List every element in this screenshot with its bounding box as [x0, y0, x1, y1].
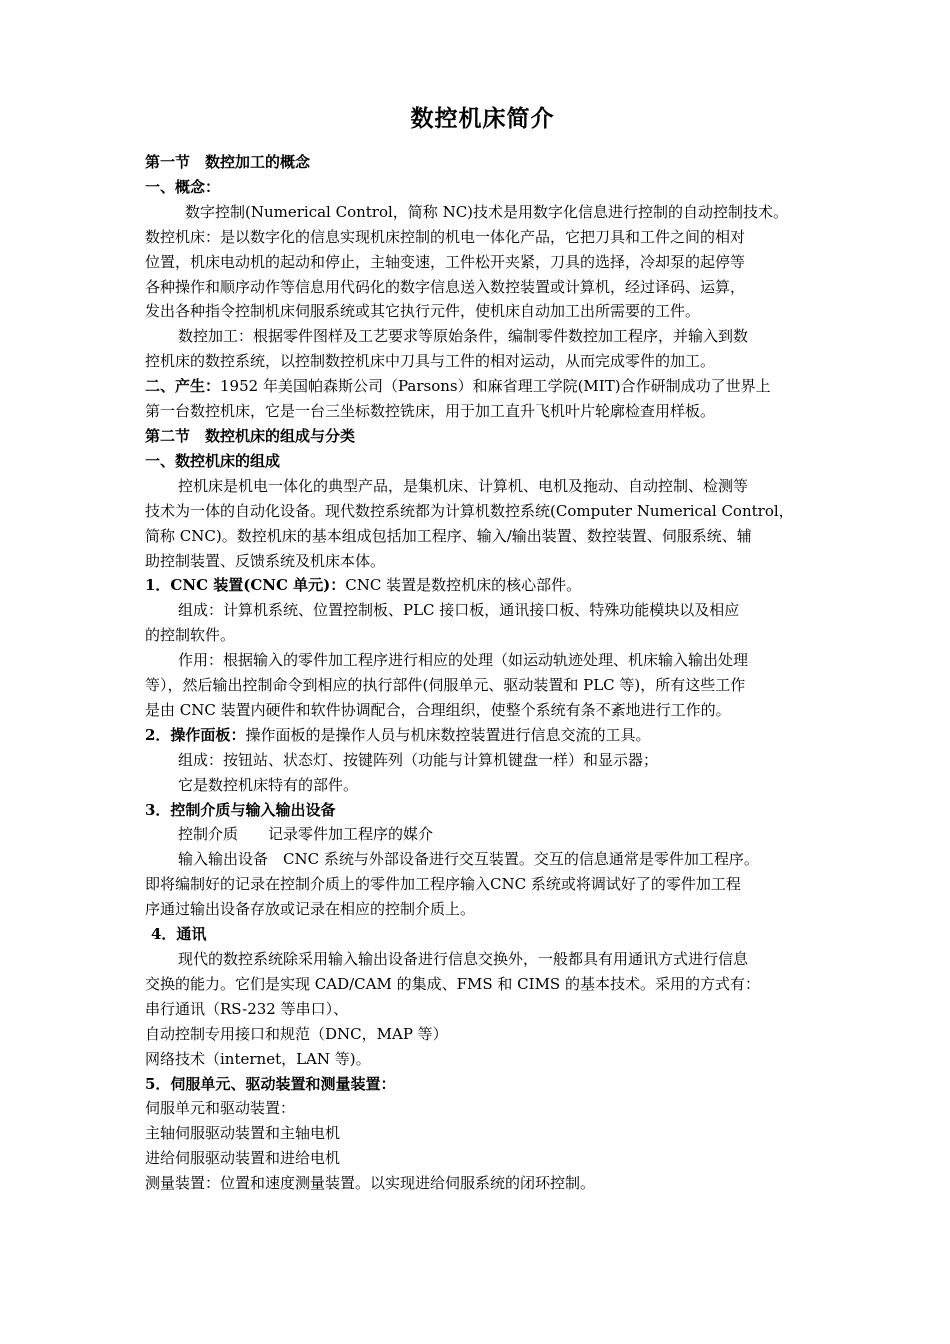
paragraph-line: 作用：根据输入的零件加工程序进行相应的处理（如运动轨迹处理、机床输入输出处理 [178, 651, 749, 670]
paragraph-line: 网络技术（internet，LAN 等)。 [145, 1049, 371, 1068]
paragraph-line: 等），然后输出控制命令到相应的执行部件(伺服单元、驱动装置和 PLC 等)，所有这些工作 [145, 676, 746, 695]
paragraph-line: 简称 CNC)。数控机床的基本组成包括加工程序、输入/输出装置、数控装置、伺服系统、辅 [145, 526, 752, 545]
paragraph-line: 各种操作和顺序动作等信息用代码化的数字信息送入数控装置或计算机，经过译码、运算， [145, 277, 746, 296]
inline-text: CNC 装置是数控机床的核心部件。 [345, 576, 582, 595]
section-heading: 第二节 数控机床的组成与分类 [145, 426, 356, 445]
paragraph-line [145, 723, 820, 748]
paragraph-line: 助控制装置、反馈系统及机床本体。 [145, 551, 386, 570]
paragraph-line: 序通过输出设备存放或记录在相应的控制介质上。 [145, 900, 476, 919]
paragraph-line: 控机床的数控系统，以控制数控机床中刀具与工件的相对运动，从而完成零件的加工。 [145, 352, 716, 371]
paragraph-line: 位置，机床电动机的起动和停止，主轴变速，工件松开夹紧，刀具的选择，冷却泵的起停等 [145, 252, 746, 271]
paragraph-line: 它是数控机床特有的部件。 [178, 775, 359, 794]
paragraph-line [145, 573, 820, 598]
paragraph-line: 测量装置：位置和速度测量装置。以实现进给伺服系统的闭环控制。 [145, 1174, 596, 1193]
paragraph-line: 即将编制好的记录在控制介质上的零件加工程序输入CNC 系统或将调试好了的零件加工程 [145, 875, 741, 894]
paragraph-line: 数控加工：根据零件图样及工艺要求等原始条件，编制零件数控加工程序，并输入到数 [178, 327, 749, 346]
section-heading: 5．伺服单元、驱动装置和测量装置： [145, 1074, 396, 1093]
paragraph-line: 是由 CNC 装置内硬件和软件协调配合，合理组织，使整个系统有条不紊地进行工作的。 [145, 700, 731, 719]
inline-heading: 1．CNC 装置(CNC 单元)： [145, 576, 346, 595]
paragraph-line: 数字控制(Numerical Control，简称 NC)技术是用数字化信息进行控制的自动控制技术。 [185, 202, 789, 221]
inline-text: 1952 年美国帕森斯公司（Parsons）和麻省理工学院(MIT)合作研制成功了世界上 [220, 377, 771, 396]
paragraph-line: 现代的数控系统除采用输入输出设备进行信息交换外，一般都具有用通讯方式进行信息 [178, 950, 749, 968]
section-heading: 3．控制介质与输入输出设备 [145, 800, 336, 819]
paragraph-line: 技术为一体的自动化设备。现代数控系统都为计算机数控系统(Computer Numerical Control， [145, 501, 794, 520]
paragraph-line: 组成：计算机系统、位置控制板、PLC 接口板，通讯接口板、特殊功能模块以及相应 [178, 601, 740, 620]
paragraph-line: 串行通讯（RS-232 等串口）、 [145, 999, 349, 1018]
paragraph-line: 发出各种指令控制机床伺服系统或其它执行元件，使机床自动加工出所需要的工件。 [145, 302, 701, 321]
paragraph-line: 主轴伺服驱动装置和主轴电机 [145, 1124, 341, 1143]
section-heading: 一、数控机床的组成 [145, 451, 281, 470]
paragraph-line: 控机床是机电一体化的典型产品，是集机床、计算机、电机及拖动、自动控制、检测等 [178, 476, 749, 495]
document-body [145, 150, 820, 1196]
paragraph-line: 进给伺服驱动装置和进给电机 [145, 1149, 341, 1168]
paragraph-line: 组成：按钮站、状态灯、按键阵列（功能与计算机键盘一样）和显示器； [178, 750, 659, 769]
paragraph-line: 伺服单元和驱动装置： [145, 1099, 296, 1118]
inline-text: 操作面板的是操作人员与机床数控装置进行信息交流的工具。 [245, 725, 651, 744]
paragraph-line: 交换的能力。它们是实现 CAD/CAM 的集成、FMS 和 CIMS 的基本技术。采用的方式有： [145, 974, 760, 993]
section-heading: 第一节 数控加工的概念 [145, 153, 311, 171]
section-heading: 一、概念： [145, 177, 221, 196]
paragraph-line: 第一台数控机床，它是一台三坐标数控铣床，用于加工直升飞机叶片轮廓检查用样板。 [145, 402, 716, 421]
paragraph-line: 输入输出设备 CNC 系统与外部设备进行交互装置。交互的信息通常是零件加工程序。 [178, 850, 759, 869]
paragraph-line: 的控制软件。 [145, 626, 236, 645]
paragraph-line: 自动控制专用接口和规范（DNC，MAP 等） [145, 1024, 448, 1043]
inline-heading: 2．操作面板： [145, 725, 246, 744]
document-page [145, 98, 820, 1196]
paragraph-line: 数控机床：是以数字化的信息实现机床控制的机电一体化产品，它把刀具和工件之间的相对 [145, 227, 746, 246]
section-heading: 4．通讯 [151, 925, 207, 944]
document-title: 数控机床简介 [410, 105, 555, 132]
inline-heading: 二、产生： [145, 377, 221, 396]
paragraph-line [145, 374, 820, 399]
paragraph-line: 控制介质 记录零件加工程序的媒介 [178, 825, 434, 844]
